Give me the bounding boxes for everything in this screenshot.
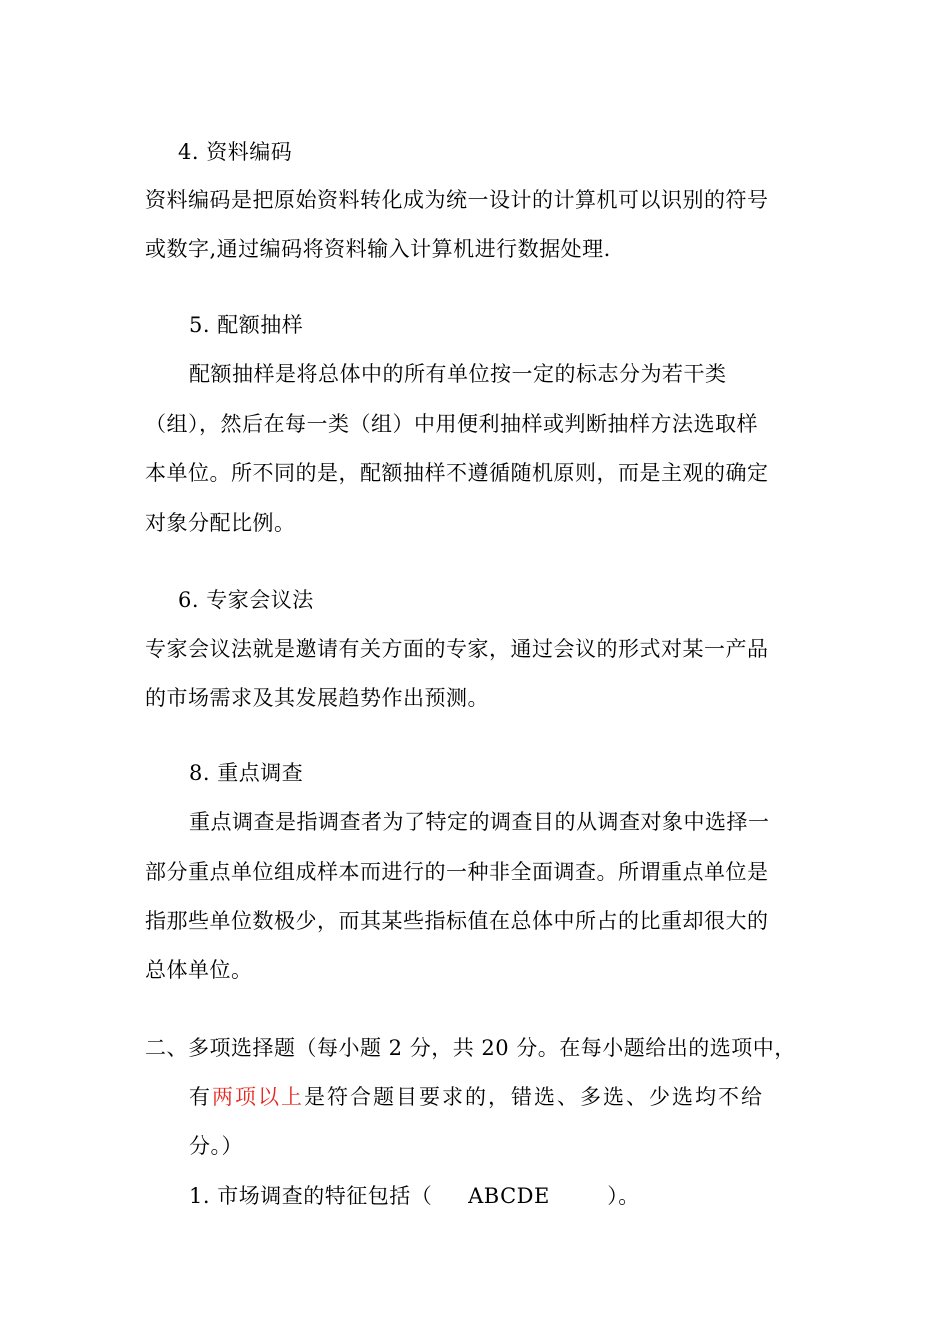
section-5-heading: 5. 配额抽样 [189, 313, 304, 337]
section-6-heading: 6. 专家会议法 [178, 588, 314, 612]
part2-instruction-prefix: 有 [189, 1085, 212, 1109]
section-5-line-4: 对象分配比例。 [145, 511, 296, 535]
section-8-line-2: 部分重点单位组成样本而进行的一种非全面调查。所谓重点单位是 [145, 860, 769, 884]
section-4-heading: 4. 资料编码 [178, 140, 293, 164]
section-6-line-1: 专家会议法就是邀请有关方面的专家，通过会议的形式对某一产品 [145, 637, 769, 661]
section-6-line-2: 的市场需求及其发展趋势作出预测。 [145, 686, 489, 710]
part2-instruction-suffix: 是符合题目要求的，错选、多选、少选均不给 [304, 1085, 764, 1109]
section-8-line-3: 指那些单位数极少，而其某些指标值在总体中所占的比重却很大的 [145, 909, 769, 933]
section-4-line-1: 资料编码是把原始资料转化成为统一设计的计算机可以识别的符号 [145, 188, 769, 212]
section-8-line-4: 总体单位。 [145, 958, 253, 982]
part2-instruction-end: 分。） [189, 1134, 243, 1158]
section-8-heading: 8. 重点调查 [189, 761, 304, 785]
section-8-line-1: 重点调查是指调查者为了特定的调查目的从调查对象中选择一 [189, 810, 770, 834]
question-1: 1. 市场调查的特征包括（ ABCDE ）。 [189, 1184, 640, 1208]
part2-instruction-highlight: 两项以上 [212, 1085, 304, 1109]
section-4-line-2: 或数字,通过编码将资料输入计算机进行数据处理. [145, 237, 611, 261]
section-5-line-2: （组），然后在每一类（组）中用便利抽样或判断抽样方法选取样 [145, 412, 758, 436]
part2-title: 二、多项选择题（每小题 2 分，共 20 分。在每小题给出的选项中， [145, 1036, 796, 1060]
part2-instruction [189, 1082, 764, 1112]
section-5-line-3: 本单位。所不同的是，配额抽样不遵循随机原则，而是主观的确定 [145, 461, 769, 485]
section-5-line-1: 配额抽样是将总体中的所有单位按一定的标志分为若干类 [189, 362, 727, 386]
